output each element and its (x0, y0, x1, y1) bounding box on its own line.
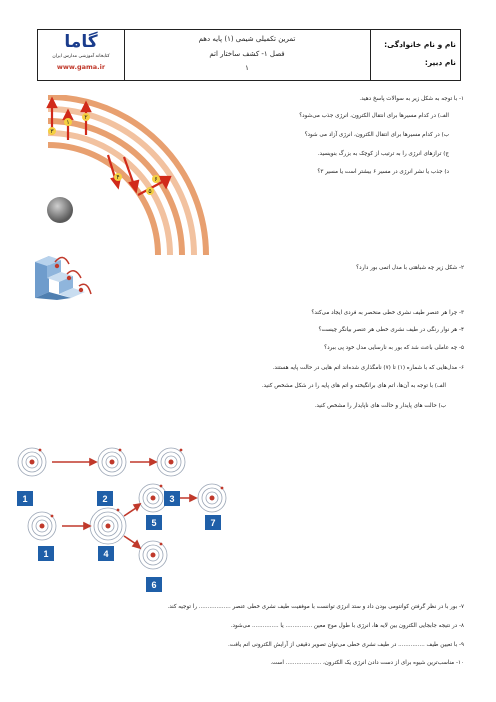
worksheet-title: تمرین تکمیلی شیمی (۱) پایه دهم (198, 35, 296, 43)
question-7: ۷- بور با در نظر گرفتن کوانتومی بودن داد و ستد انرژی توانست با موفقیت طیف نشری خطی عنصر .................. را توجیه کند. (167, 604, 464, 610)
nucleus (47, 197, 73, 223)
name-label: نام و نام خانوادگی: (384, 40, 456, 49)
question-1c: ج) ترازهای انرژی را به ترتیب از کوچک به بزرگ بنویسید. (317, 151, 449, 157)
header-box (37, 29, 461, 81)
atom-label-1b: 1 (38, 546, 54, 561)
atom-label-7: 7 (205, 515, 221, 530)
question-5: ۵- چه عاملی باعث شد که بور به نارسایی مدل خود پی ببرد؟ (324, 345, 464, 351)
atoms-figure (0, 420, 260, 595)
question-1a: الف) در کدام مسیرها برای انتقال الکترون، انرژی جذب می‌شود؟ (299, 113, 449, 119)
path-label-6: ۶ (154, 176, 158, 183)
title-cell (124, 30, 371, 80)
question-1: ۱- با توجه به شکل زیر به سوالات پاسخ دهید. (359, 96, 464, 102)
question-10: ۱۰- مناسب‌ترین شیوه برای از دست دادن انرژی یک الکترون، .................... است. (270, 660, 464, 666)
stairs-figure (35, 252, 97, 300)
atom-label-1: 1 (17, 491, 33, 506)
question-2: ۲- شکل زیر چه شباهتی با مدل اتمی بور دارد؟ (356, 265, 464, 271)
chapter-title: فصل ۱- کشف ساختار اتم (209, 50, 285, 58)
logo-url[interactable]: www.gama.ir (56, 63, 106, 71)
question-6: ۶- مدل‌هایی که با شماره (۱) تا (۷) نامگذاری شده‌اند اتم هایی در حالت پایه هستند. (272, 365, 464, 371)
logo-text: گاما (64, 32, 98, 52)
logo-cell (38, 30, 125, 80)
question-6b: ب) حالت های پایدار و حالت های ناپایدار را مشخص کنید. (314, 403, 446, 409)
energy-levels-figure (38, 95, 218, 255)
path-label-4: ۴ (116, 174, 120, 181)
logo-subtitle: کتابخانه آموزشی مدارس ایران (52, 54, 110, 59)
atom-label-5: 5 (146, 515, 162, 530)
atom-label-4: 4 (98, 546, 114, 561)
student-cell (370, 30, 460, 80)
question-6a: الف) با توجه به آن‌ها، اتم های برانگیخته و اتم های پایه را در شکل مشخص کنید. (261, 383, 446, 389)
question-3: ۳- چرا هر عنصر طیف نشری خطی منحصر به فردی ایجاد می‌کند؟ (311, 310, 464, 316)
question-1b: ب) در کدام مسیرها برای انتقال الکترون، انرژی آزاد می شود؟ (304, 132, 449, 138)
path-label-3: ۳ (50, 128, 54, 135)
page-number: ۱ (245, 64, 249, 72)
atom-label-3: 3 (164, 491, 180, 506)
question-4: ۴- هر نوار رنگی در طیف نشری خطی هر عنصر بیانگر چیست؟ (318, 327, 464, 333)
path-label-5: ۵ (148, 188, 152, 195)
question-8: ۸- در نتیجه جابجایی الکترون بین لایه ها، انرژی با طول موج معین ............... یا ............... می‌شود. (230, 623, 464, 629)
path-label-2: ۲ (84, 114, 88, 121)
teacher-label: نام دبیر: (424, 58, 456, 67)
question-1d: د) جذب یا نشر انرژی در مسیر ۶ بیشتر است یا مسیر ۳؟ (317, 169, 449, 175)
atom-label-2: 2 (97, 491, 113, 506)
atom-label-6: 6 (146, 577, 162, 592)
path-label-1: ۱ (66, 119, 70, 126)
question-9: ۹- با تعیین طیف ............... در طیف نشری خطی می‌توان تصویر دقیقی از آرایش الکترونی اتم یافت. (228, 642, 464, 648)
